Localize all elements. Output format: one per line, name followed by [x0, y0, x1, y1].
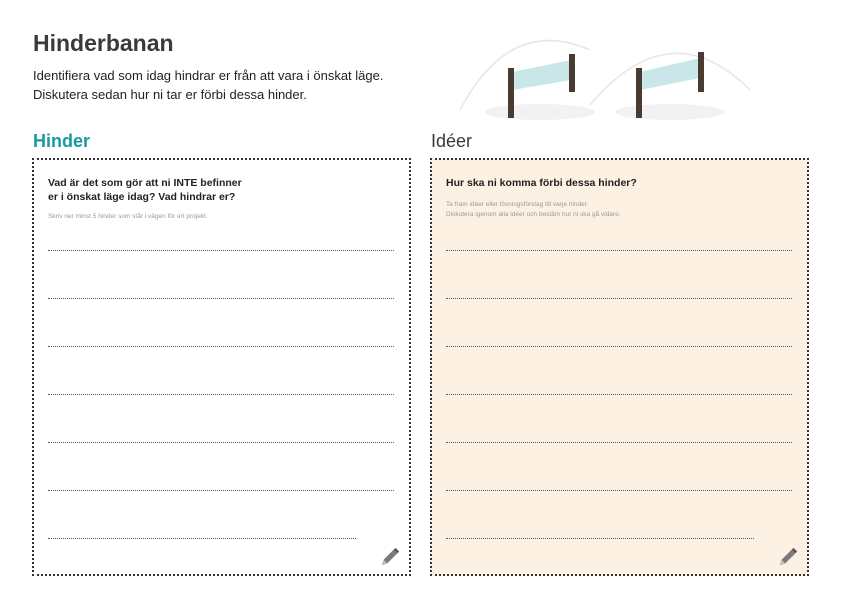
hinder-box [32, 158, 411, 576]
pencil-icon [379, 546, 401, 568]
hurdle-illustration [440, 20, 790, 125]
ideer-hint-line-1: Ta fram idéer eller lösningsförslag till varje hinder. [446, 201, 589, 208]
hinder-question [48, 176, 378, 204]
hinder-writing-line-4[interactable] [48, 394, 394, 395]
ideer-writing-line-5[interactable] [446, 442, 792, 443]
ideer-writing-line-7[interactable] [446, 538, 754, 539]
ideer-hint [446, 200, 786, 220]
ideer-writing-line-3[interactable] [446, 346, 792, 347]
page-title: Hinderbanan [33, 30, 174, 56]
ideer-heading: Idéer [431, 131, 473, 151]
ideer-question-line: Hur ska ni komma förbi dessa hinder? [446, 177, 637, 189]
hinder-writing-line-3[interactable] [48, 346, 394, 347]
hinder-writing-line-2[interactable] [48, 298, 394, 299]
pencil-icon [777, 546, 799, 568]
hinder-question-line-2: er i önskat läge idag? Vad hindrar er? [48, 191, 236, 203]
hinder-question-line-1: Vad är det som gör att ni INTE befinner [48, 177, 242, 189]
hinder-hint [48, 212, 388, 222]
ideer-writing-line-4[interactable] [446, 394, 792, 395]
intro-text [33, 66, 453, 104]
intro-line-1: Identifiera vad som idag hindrar er från att vara i önskat läge. [33, 68, 384, 83]
hinder-writing-line-7[interactable] [48, 538, 356, 539]
hinder-heading: Hinder [33, 131, 91, 151]
hinder-hint-line: Skriv ner minst 5 hinder som står i vägen för ert projekt. [48, 213, 208, 220]
ideer-writing-line-1[interactable] [446, 250, 792, 251]
intro-line-2: Diskutera sedan hur ni tar er förbi dessa hinder. [33, 87, 307, 102]
ideer-box [430, 158, 809, 576]
hinder-writing-line-5[interactable] [48, 442, 394, 443]
hinder-writing-line-1[interactable] [48, 250, 394, 251]
hinder-writing-line-6[interactable] [48, 490, 394, 491]
ideer-hint-line-2: Diskutera igenom alla idéer och bestäm hur ni ska gå vidare. [446, 211, 621, 218]
ideer-writing-line-2[interactable] [446, 298, 792, 299]
ideer-question [446, 176, 776, 190]
ideer-writing-line-6[interactable] [446, 490, 792, 491]
